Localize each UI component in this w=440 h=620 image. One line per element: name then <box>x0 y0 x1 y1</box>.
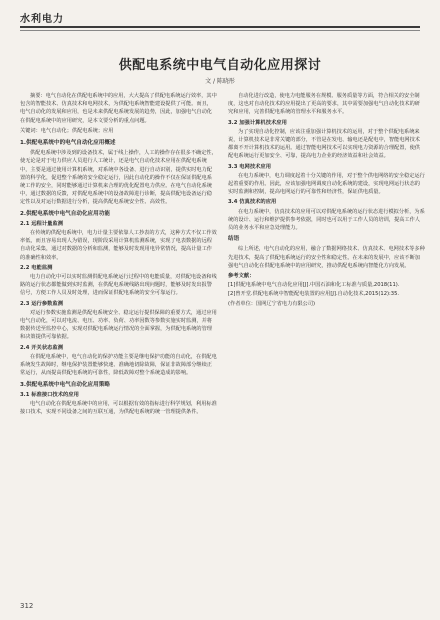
body-paragraph: 供配电系统中涉及到的设备技术，属于线上操作，人工的操作存在很多不确定性，使无论是对于电力供应人员进行人工统计，还是电气自动化技术应用在供配电系统中，主要是通过使用计算机系统，对系统中各设备、进行自动识别，提供实时电力配置的科学化，促进整个系统的安全稳定运行，因此自动化的操作不仅在保证供配电系统工作的安全，同时能够通过计算机来合理的优化配置电力供应。在电气自动化系统中，通过数据的反馈，对供配电系统中的设备故障进行诊断，提高供配电设备运行稳定性以及对运行数据进行分析，提高供配电系统安全性、高效性。 <box>20 150 217 206</box>
section-heading: 2.4 开关状态监测 <box>20 344 64 351</box>
section-heading: 3.2 加强计算机技术应用 <box>228 119 287 126</box>
body-paragraph: 在电力系统中，电力调度起着十分关键的作用，对于整个供电网络的安全稳定运行起着重要的作用。因此，应该加强电网调度自动化系统的建设，实现电网运行状态的实时监测和控制，提高电网运行的可靠性和经济性，保证供电质量。 <box>228 172 425 196</box>
reference-item: [1]供配电系统中电气自动化应用[J].中国石油和化工标准与质量,2018(11). <box>228 282 400 289</box>
header-rule-thin <box>20 30 420 31</box>
page-number: 312 <box>20 602 34 610</box>
body-paragraph: 为了实现自动化控制，应该注重加强计算机技术的运用，对于整个供配电系统来说，计算机技术是非常关键的部分，不管是在发电、输电还是配电中，智能电网技术都离不开计算机技术的运用。通过智能电网技术可以实现电力资源的合理配置，使供配电系统运行更加安全、可靠，提高电力企业的经济效益和社会效益。 <box>228 128 420 160</box>
section-heading: 3.3 电网技术应用 <box>228 163 272 170</box>
body-paragraph: 对运行参数实施监测是供配电系统安全、稳定运行提供保障的重要方式，通过应用电气自动化，可以对电流、电压、功率、负荷、功率因数等参数实施实时监测，并将数据传送至监控中心，实现对供配电系统运行情况的全面掌握，为供配电系统的管理和决策提供可靠依据。 <box>20 309 217 341</box>
abstract: 摘要：电气自动化在供配电系统中的应用，大大提高了供配电系统运行效率，其中包含的智能技术、仿真技术和电网技术，为供配电系统智能建设提供了可能。而且，电气自动化的发展和应用，也是未来供配电系统发展的趋势，因此，加强电气自动化在供配电系统中的应用研究，是本文要分析的重点问题。 <box>20 93 217 124</box>
body-paragraph: 电气自动化在供配电系统中的应用，可以根据有效的指标进行科学规划，利用标准接口技术，实现不同设备之间的互联互通，为供配电系统的统一管理提供条件。 <box>20 400 217 416</box>
journal-name: 水利电力 <box>20 14 64 25</box>
reference-item: [2]曾开堂.供配电系统中智能配电装置的应用[J].自动化技术,2015(12):35. <box>228 291 400 298</box>
section-heading: 1.供配电系统中的电气自动化应用概述 <box>20 140 116 147</box>
section-heading: 3.供配电系统中电气自动化应用策略 <box>20 381 110 388</box>
paper-title: 供配电系统中电气自动化应用探讨 <box>118 58 322 73</box>
page-header <box>20 10 420 32</box>
body-paragraph: 在传统的供配电系统中，电力计量主要依靠人工抄表的方式，这种方式不仅工作效率低，而且容易出现人为错误，现阶段采用计算机监测系统，实现了电表数据的远程自动化采集，通过对数据的分析和监测，能够及时发现用电异常情况，提高计量工作的准确性和效率。 <box>20 230 217 261</box>
affiliation: (作者单位：国网辽宁省电力有限公司) <box>228 300 316 307</box>
section-heading: 2.3 运行参数监测 <box>20 300 64 307</box>
section-heading: 参考文献： <box>228 273 255 280</box>
section-heading: 2.1 远程计量监测 <box>20 220 64 227</box>
right-body <box>228 92 425 299</box>
body-paragraph: 在电力系统中，仿真技术的应用可以对供配电系统的运行状态进行模拟分析，为系统的设计、运行和维护提供参考依据，同时也可以用于工作人员的培训，提高工作人员的业务水平和应急处理能力。 <box>228 208 425 232</box>
body-paragraph: 自动化进行改造，使电力电能服务在规模、服务质量等方面，符合相关的安全制度，这也对自动化技术的应用提出了更高的要求，其中需要加强电气自动化技术的研究和应用，完善供配电系统的管理水平和服务水平。 <box>228 93 420 116</box>
left-body <box>20 139 217 416</box>
left-column <box>20 92 217 418</box>
body-paragraph: 综上所述，电气自动化的应用，融合了数据网络技术、仿真技术、电网技术等多种先进技术，提高了供配电系统运行的安全性和稳定性。在未来的发展中，应该不断加强电气自动化在供配电系统中的应用研究，推动供配电系统向智能化方向发展。 <box>228 246 425 269</box>
keywords: 关键词：电气自动化；供配电系统；应用 <box>20 127 114 134</box>
section-heading: 结语 <box>228 236 240 243</box>
body-paragraph: 在供配电系统中，电气自动化的保护功能主要是继电保护功能的自动化，在供配电系统发生故障时，继电保护装置能够快速、准确地切除故障，保证非故障部分继续正常运行，从而提高供配电系统的可靠性，降低故障对整个系统造成的影响。 <box>20 353 217 377</box>
section-heading: 2.2 电能监测 <box>20 264 53 271</box>
paper-author: 文 / 陈晓彤 <box>205 78 235 85</box>
right-column <box>228 92 425 309</box>
body-paragraph: 电力自动化中可以实时监测供配电系统运行过程中的电能质量，对供配电设备和线路的运行状态都能做到实时监测，在供配电系统线路出现问题时，能够及时发出报警信号，方便工作人员及时处理，进而保证供配电系统的安全可靠运行。 <box>20 274 217 297</box>
section-heading: 3.4 仿真技术的应用 <box>228 199 277 206</box>
section-heading: 3.1 标准接口技术的应用 <box>20 391 79 398</box>
section-heading: 2.供配电系统中电气自动化应用功能 <box>20 210 110 217</box>
header-rule-thick <box>20 26 420 28</box>
